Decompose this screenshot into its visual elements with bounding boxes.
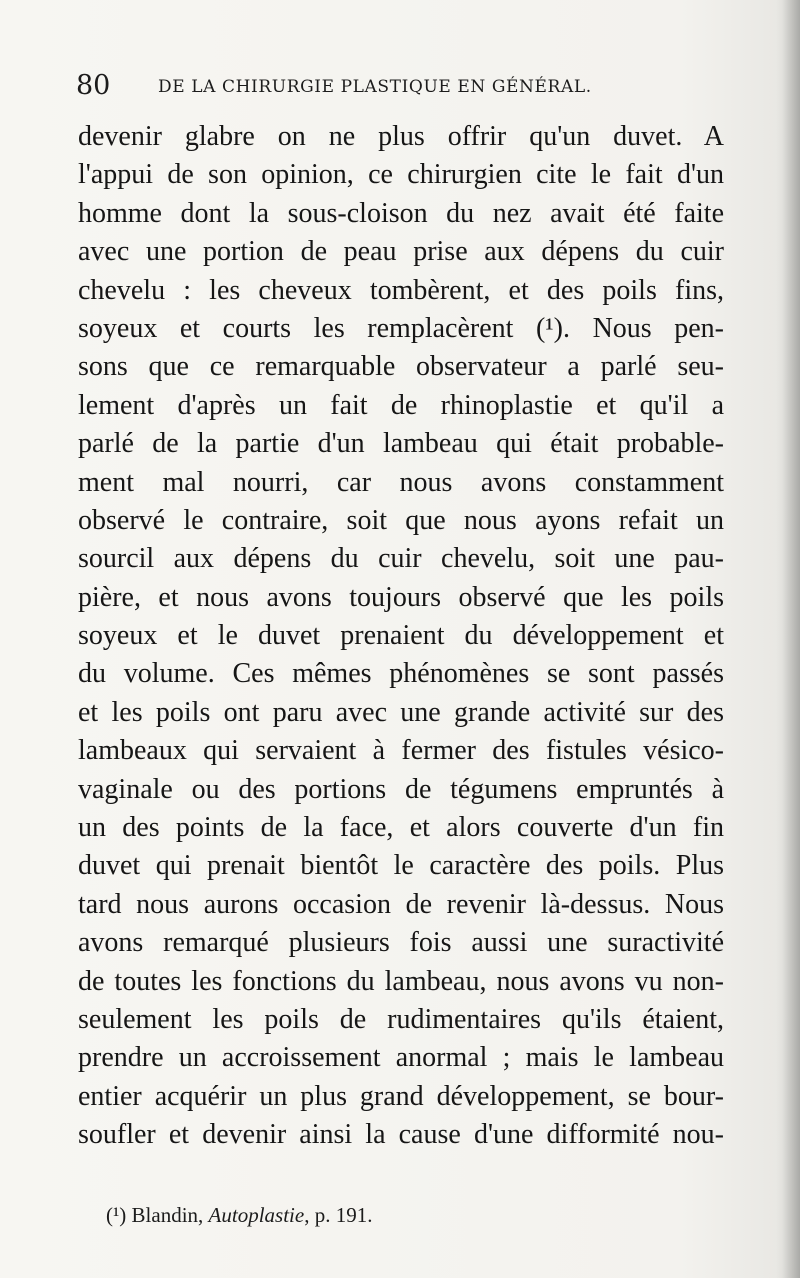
text-line: duvet qui prenait bientôt le caractère des poils. Plus: [78, 850, 724, 882]
footnote: [106, 1200, 372, 1230]
page-header: [76, 66, 736, 106]
text-line: soyeux et courts les remplacèrent (¹). Nous pen-: [78, 312, 724, 344]
footnote-page-reference: , p. 191.: [304, 1203, 373, 1227]
text-line: du volume. Ces mêmes phénomènes se sont passés: [78, 658, 724, 690]
text-line: et les poils ont paru avec une grande activité sur des: [78, 696, 724, 728]
text-line: soufler et devenir ainsi la cause d'une difformité nou-: [78, 1119, 724, 1151]
body-text: [78, 118, 724, 1155]
text-line: pière, et nous avons toujours observé que les poils: [78, 581, 724, 613]
text-line: ment mal nourri, car nous avons constamment: [78, 466, 724, 498]
footnote-marker: (¹): [106, 1203, 127, 1227]
running-title: DE LA CHIRURGIE PLASTIQUE EN GÉNÉRAL.: [158, 77, 592, 97]
text-line: seulement les poils de rudimentaires qu'ils étaient,: [78, 1003, 724, 1035]
text-line: avec une portion de peau prise aux dépens du cuir: [78, 236, 724, 268]
footnote-work-title: Autoplastie: [208, 1203, 305, 1227]
text-line: sourcil aux dépens du cuir chevelu, soit une pau-: [78, 543, 724, 575]
text-line: lement d'après un fait de rhinoplastie et qu'il a: [78, 389, 724, 421]
text-line: parlé de la partie d'un lambeau qui était probable-: [78, 428, 724, 460]
page-edge-shadow: [782, 0, 800, 1278]
text-line: tard nous aurons occasion de revenir là-dessus. Nous: [78, 888, 724, 920]
text-line: de toutes les fonctions du lambeau, nous avons vu non-: [78, 965, 724, 997]
text-line: homme dont la sous-cloison du nez avait été faite: [78, 197, 724, 229]
text-line: entier acquérir un plus grand développement, se bour-: [78, 1080, 724, 1112]
text-line: sons que ce remarquable observateur a parlé seu-: [78, 351, 724, 383]
text-line: soyeux et le duvet prenaient du développement et: [78, 620, 724, 652]
text-line: un des points de la face, et alors couverte d'un fin: [78, 812, 724, 844]
text-line: lambeaux qui servaient à fermer des fistules vésico-: [78, 735, 724, 767]
text-line: avons remarqué plusieurs fois aussi une suractivité: [78, 927, 724, 959]
text-line: devenir glabre on ne plus offrir qu'un duvet. A: [78, 121, 724, 152]
text-line: prendre un accroissement anormal ; mais le lambeau: [78, 1042, 724, 1074]
text-line: l'appui de son opinion, ce chirurgien cite le fait d'un: [78, 159, 724, 191]
text-line: vaginale ou des portions de tégumens empruntés à: [78, 773, 724, 805]
page-number: 80: [76, 70, 111, 101]
text-line: chevelu : les cheveux tombèrent, et des poils fins,: [78, 274, 724, 306]
text-line: observé le contraire, soit que nous ayons refait un: [78, 504, 724, 536]
footnote-author: Blandin,: [131, 1203, 204, 1227]
